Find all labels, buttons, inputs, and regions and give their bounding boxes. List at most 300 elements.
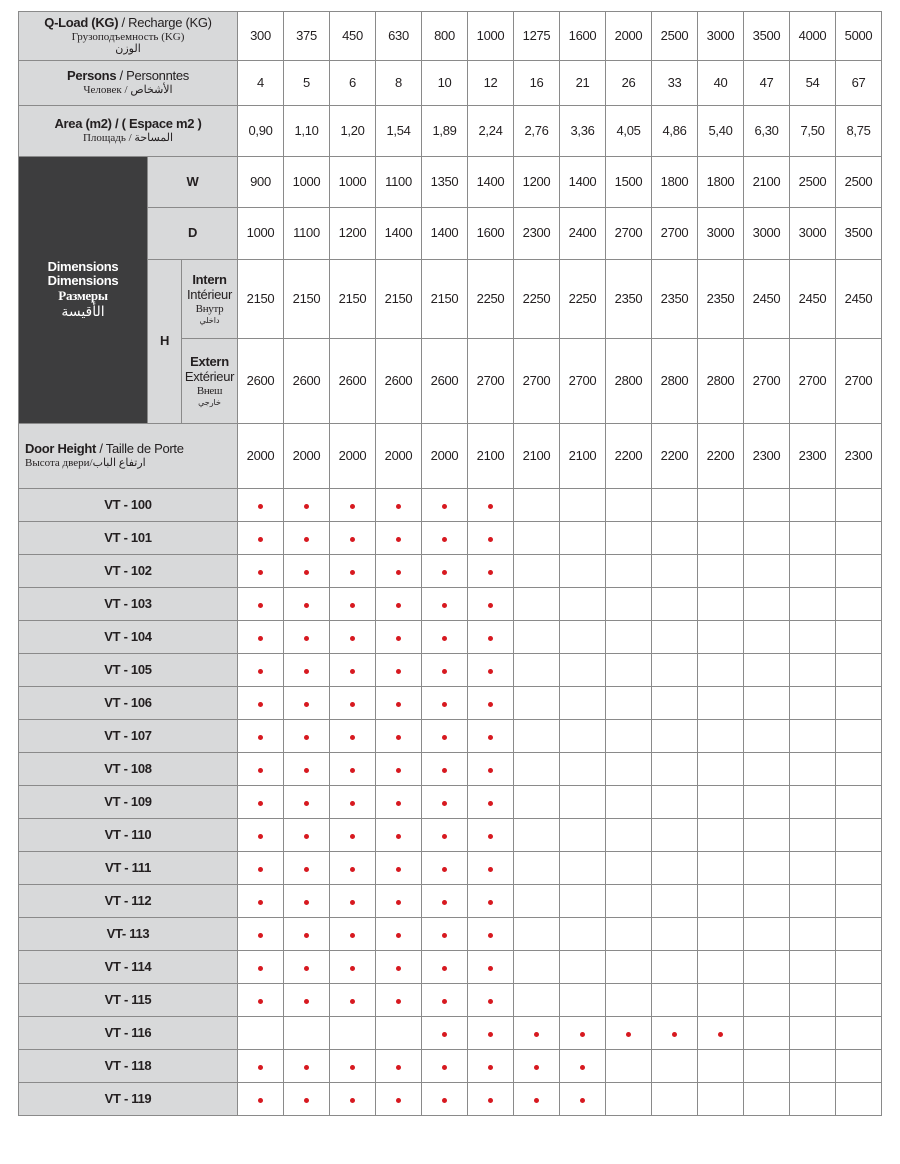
availability-dot-icon bbox=[442, 867, 447, 872]
availability-cell bbox=[744, 1050, 790, 1083]
availability-dot-icon bbox=[580, 1032, 585, 1037]
height-intern-value: 2150 bbox=[284, 260, 330, 339]
area-value: 3,36 bbox=[560, 106, 606, 157]
availability-dot-icon bbox=[304, 801, 309, 806]
availability-cell bbox=[238, 654, 284, 687]
availability-cell bbox=[790, 885, 836, 918]
availability-cell bbox=[698, 885, 744, 918]
availability-cell bbox=[790, 819, 836, 852]
availability-cell bbox=[468, 720, 514, 753]
availability-cell bbox=[744, 654, 790, 687]
availability-cell bbox=[422, 555, 468, 588]
availability-cell bbox=[836, 819, 882, 852]
availability-cell bbox=[652, 918, 698, 951]
availability-cell bbox=[238, 720, 284, 753]
model-row bbox=[19, 489, 882, 522]
availability-cell bbox=[422, 1017, 468, 1050]
availability-cell bbox=[422, 1050, 468, 1083]
persons-row bbox=[19, 61, 882, 106]
availability-cell bbox=[790, 720, 836, 753]
model-name: VT - 102 bbox=[19, 555, 238, 588]
availability-cell bbox=[238, 951, 284, 984]
availability-cell bbox=[836, 588, 882, 621]
area-value: 1,54 bbox=[376, 106, 422, 157]
availability-cell bbox=[560, 522, 606, 555]
depth-value: 1400 bbox=[376, 208, 422, 260]
availability-cell bbox=[330, 588, 376, 621]
availability-dot-icon bbox=[396, 735, 401, 740]
availability-cell bbox=[790, 1017, 836, 1050]
persons-value: 26 bbox=[606, 61, 652, 106]
model-name: VT - 108 bbox=[19, 753, 238, 786]
model-name: VT - 103 bbox=[19, 588, 238, 621]
availability-cell bbox=[790, 687, 836, 720]
availability-cell bbox=[238, 687, 284, 720]
availability-cell bbox=[284, 687, 330, 720]
availability-cell bbox=[330, 951, 376, 984]
availability-cell bbox=[652, 753, 698, 786]
depth-value: 1100 bbox=[284, 208, 330, 260]
availability-cell bbox=[698, 984, 744, 1017]
availability-cell bbox=[376, 687, 422, 720]
door-height-header bbox=[19, 424, 238, 489]
availability-cell bbox=[744, 852, 790, 885]
height-extern-value: 2600 bbox=[422, 339, 468, 424]
height-intern-value: 2350 bbox=[606, 260, 652, 339]
availability-cell bbox=[422, 951, 468, 984]
intern-label-fr: Intérieur bbox=[187, 287, 232, 303]
availability-dot-icon bbox=[488, 1032, 493, 1037]
persons-value: 21 bbox=[560, 61, 606, 106]
availability-cell bbox=[284, 1017, 330, 1050]
availability-cell bbox=[606, 852, 652, 885]
model-name: VT- 113 bbox=[19, 918, 238, 951]
availability-cell bbox=[606, 885, 652, 918]
availability-dot-icon bbox=[350, 801, 355, 806]
availability-cell bbox=[698, 555, 744, 588]
width-value: 1400 bbox=[468, 157, 514, 208]
model-row bbox=[19, 786, 882, 819]
availability-cell bbox=[238, 1017, 284, 1050]
area-header-ru: Площадь / المساحة bbox=[82, 132, 174, 145]
availability-cell bbox=[606, 654, 652, 687]
availability-cell bbox=[744, 753, 790, 786]
availability-cell bbox=[238, 786, 284, 819]
model-row bbox=[19, 654, 882, 687]
availability-cell bbox=[422, 852, 468, 885]
availability-dot-icon bbox=[350, 570, 355, 575]
availability-dot-icon bbox=[258, 834, 263, 839]
availability-dot-icon bbox=[350, 537, 355, 542]
height-extern-value: 2700 bbox=[514, 339, 560, 424]
availability-dot-icon bbox=[626, 1032, 631, 1037]
availability-cell bbox=[698, 786, 744, 819]
door-height-value: 2200 bbox=[652, 424, 698, 489]
availability-dot-icon bbox=[258, 669, 263, 674]
model-name: VT - 111 bbox=[19, 852, 238, 885]
model-name: VT - 101 bbox=[19, 522, 238, 555]
dimensions-label-ru: Размеры bbox=[58, 288, 108, 304]
availability-cell bbox=[836, 555, 882, 588]
availability-cell bbox=[376, 951, 422, 984]
height-intern-value: 2150 bbox=[376, 260, 422, 339]
availability-cell bbox=[238, 489, 284, 522]
capacity-row bbox=[19, 12, 882, 61]
availability-dot-icon bbox=[442, 834, 447, 839]
availability-cell bbox=[744, 984, 790, 1017]
availability-cell bbox=[238, 522, 284, 555]
persons-value: 54 bbox=[790, 61, 836, 106]
dimensions-label-en: Dimensions bbox=[47, 258, 119, 274]
availability-cell bbox=[422, 489, 468, 522]
availability-cell bbox=[698, 654, 744, 687]
availability-dot-icon bbox=[350, 603, 355, 608]
availability-cell bbox=[514, 588, 560, 621]
availability-dot-icon bbox=[350, 735, 355, 740]
availability-cell bbox=[330, 1083, 376, 1116]
availability-cell bbox=[698, 951, 744, 984]
availability-cell bbox=[284, 588, 330, 621]
capacity-value: 1275 bbox=[514, 12, 560, 61]
availability-cell bbox=[698, 1083, 744, 1116]
dimensions-label bbox=[19, 157, 148, 424]
availability-cell bbox=[790, 984, 836, 1017]
availability-cell bbox=[284, 918, 330, 951]
availability-cell bbox=[790, 852, 836, 885]
height-intern-value: 2450 bbox=[836, 260, 882, 339]
availability-cell bbox=[652, 885, 698, 918]
height-extern-value: 2700 bbox=[468, 339, 514, 424]
availability-cell bbox=[514, 1083, 560, 1116]
availability-cell bbox=[560, 720, 606, 753]
availability-cell bbox=[606, 687, 652, 720]
depth-value: 3500 bbox=[836, 208, 882, 260]
persons-value: 33 bbox=[652, 61, 698, 106]
model-row bbox=[19, 588, 882, 621]
availability-cell bbox=[238, 753, 284, 786]
model-name: VT - 112 bbox=[19, 885, 238, 918]
availability-cell bbox=[652, 786, 698, 819]
model-name: VT - 118 bbox=[19, 1050, 238, 1083]
extern-label-ar: خارجي bbox=[198, 397, 221, 407]
availability-cell bbox=[330, 885, 376, 918]
door-height-value: 2300 bbox=[744, 424, 790, 489]
availability-cell bbox=[376, 1050, 422, 1083]
availability-cell bbox=[514, 1050, 560, 1083]
area-value: 6,30 bbox=[744, 106, 790, 157]
depth-value: 3000 bbox=[744, 208, 790, 260]
availability-cell bbox=[652, 489, 698, 522]
availability-dot-icon bbox=[304, 834, 309, 839]
area-value: 8,75 bbox=[836, 106, 882, 157]
availability-cell bbox=[560, 1017, 606, 1050]
persons-value: 6 bbox=[330, 61, 376, 106]
capacity-value: 2500 bbox=[652, 12, 698, 61]
availability-dot-icon bbox=[258, 768, 263, 773]
depth-value: 2400 bbox=[560, 208, 606, 260]
availability-cell bbox=[652, 588, 698, 621]
availability-cell bbox=[652, 687, 698, 720]
availability-cell bbox=[376, 654, 422, 687]
persons-value: 12 bbox=[468, 61, 514, 106]
capacity-value: 375 bbox=[284, 12, 330, 61]
availability-dot-icon bbox=[442, 669, 447, 674]
availability-cell bbox=[514, 489, 560, 522]
availability-dot-icon bbox=[350, 636, 355, 641]
availability-cell bbox=[238, 588, 284, 621]
availability-cell bbox=[514, 654, 560, 687]
availability-dot-icon bbox=[396, 1098, 401, 1103]
width-value: 1100 bbox=[376, 157, 422, 208]
persons-value: 8 bbox=[376, 61, 422, 106]
availability-cell bbox=[376, 588, 422, 621]
door-height-value: 2100 bbox=[560, 424, 606, 489]
area-value: 1,10 bbox=[284, 106, 330, 157]
availability-dot-icon bbox=[258, 1065, 263, 1070]
depth-row bbox=[19, 208, 882, 260]
availability-cell bbox=[284, 621, 330, 654]
availability-cell bbox=[744, 588, 790, 621]
capacity-header-bold: Q-Load (KG) bbox=[44, 14, 119, 30]
availability-cell bbox=[790, 654, 836, 687]
availability-dot-icon bbox=[442, 768, 447, 773]
availability-cell bbox=[744, 1083, 790, 1116]
area-value: 1,89 bbox=[422, 106, 468, 157]
availability-cell bbox=[836, 621, 882, 654]
area-header bbox=[19, 106, 238, 157]
availability-cell bbox=[744, 786, 790, 819]
availability-dot-icon bbox=[396, 570, 401, 575]
availability-cell bbox=[422, 588, 468, 621]
height-intern-value: 2250 bbox=[560, 260, 606, 339]
availability-cell bbox=[560, 588, 606, 621]
availability-dot-icon bbox=[304, 636, 309, 641]
availability-cell bbox=[422, 753, 468, 786]
area-value: 0,90 bbox=[238, 106, 284, 157]
availability-cell bbox=[560, 1050, 606, 1083]
availability-cell bbox=[422, 984, 468, 1017]
availability-dot-icon bbox=[442, 1098, 447, 1103]
capacity-header-rest: / Recharge (KG) bbox=[118, 14, 212, 30]
availability-cell bbox=[330, 687, 376, 720]
capacity-value: 1000 bbox=[468, 12, 514, 61]
availability-dot-icon bbox=[304, 537, 309, 542]
depth-value: 3000 bbox=[698, 208, 744, 260]
capacity-header-ar: الوزن bbox=[115, 42, 141, 56]
availability-cell bbox=[422, 522, 468, 555]
availability-cell bbox=[422, 1083, 468, 1116]
availability-dot-icon bbox=[396, 900, 401, 905]
availability-cell bbox=[698, 819, 744, 852]
availability-dot-icon bbox=[488, 636, 493, 641]
extern-label-en: Extern bbox=[190, 354, 229, 370]
availability-dot-icon bbox=[304, 669, 309, 674]
width-label: W bbox=[148, 157, 238, 208]
availability-cell bbox=[606, 621, 652, 654]
intern-label bbox=[182, 260, 238, 339]
availability-cell bbox=[238, 819, 284, 852]
availability-cell bbox=[514, 753, 560, 786]
model-row bbox=[19, 984, 882, 1017]
availability-dot-icon bbox=[488, 1098, 493, 1103]
width-value: 1800 bbox=[652, 157, 698, 208]
availability-dot-icon bbox=[258, 900, 263, 905]
model-name: VT - 105 bbox=[19, 654, 238, 687]
availability-cell bbox=[836, 753, 882, 786]
availability-cell bbox=[422, 918, 468, 951]
availability-cell bbox=[422, 720, 468, 753]
area-value: 2,24 bbox=[468, 106, 514, 157]
model-row bbox=[19, 720, 882, 753]
door-header-rest: / Taille de Porte bbox=[96, 441, 184, 457]
door-header-ru: Высота двери/ارتفاع الباب bbox=[25, 457, 146, 470]
availability-cell bbox=[330, 753, 376, 786]
availability-cell bbox=[560, 819, 606, 852]
availability-dot-icon bbox=[304, 768, 309, 773]
persons-header-bold: Persons bbox=[67, 68, 117, 84]
availability-dot-icon bbox=[350, 669, 355, 674]
availability-cell bbox=[468, 489, 514, 522]
availability-cell bbox=[330, 852, 376, 885]
availability-cell bbox=[330, 786, 376, 819]
capacity-value: 630 bbox=[376, 12, 422, 61]
availability-dot-icon bbox=[488, 966, 493, 971]
availability-dot-icon bbox=[350, 966, 355, 971]
availability-cell bbox=[514, 852, 560, 885]
availability-cell bbox=[376, 621, 422, 654]
availability-dot-icon bbox=[488, 999, 493, 1004]
height-label: H bbox=[148, 260, 182, 424]
availability-cell bbox=[284, 522, 330, 555]
availability-dot-icon bbox=[258, 537, 263, 542]
model-row bbox=[19, 951, 882, 984]
height-intern-value: 2350 bbox=[698, 260, 744, 339]
availability-cell bbox=[744, 918, 790, 951]
dimensions-label-ar: الأقيسة bbox=[61, 304, 105, 321]
model-name: VT - 106 bbox=[19, 687, 238, 720]
availability-cell bbox=[468, 984, 514, 1017]
availability-cell bbox=[376, 522, 422, 555]
availability-dot-icon bbox=[442, 900, 447, 905]
availability-cell bbox=[468, 885, 514, 918]
availability-cell bbox=[514, 951, 560, 984]
availability-dot-icon bbox=[396, 801, 401, 806]
availability-dot-icon bbox=[350, 999, 355, 1004]
persons-value: 40 bbox=[698, 61, 744, 106]
height-intern-value: 2250 bbox=[514, 260, 560, 339]
availability-dot-icon bbox=[396, 603, 401, 608]
availability-cell bbox=[836, 489, 882, 522]
availability-cell bbox=[698, 489, 744, 522]
availability-dot-icon bbox=[258, 603, 263, 608]
availability-cell bbox=[744, 1017, 790, 1050]
height-extern-value: 2600 bbox=[330, 339, 376, 424]
availability-cell bbox=[560, 654, 606, 687]
height-intern-value: 2150 bbox=[238, 260, 284, 339]
availability-cell bbox=[698, 621, 744, 654]
availability-dot-icon bbox=[396, 834, 401, 839]
availability-dot-icon bbox=[580, 1065, 585, 1070]
availability-cell bbox=[606, 555, 652, 588]
availability-dot-icon bbox=[442, 1065, 447, 1070]
availability-cell bbox=[422, 687, 468, 720]
depth-value: 1200 bbox=[330, 208, 376, 260]
height-intern-value: 2150 bbox=[422, 260, 468, 339]
area-value: 2,76 bbox=[514, 106, 560, 157]
availability-dot-icon bbox=[488, 834, 493, 839]
availability-cell bbox=[376, 489, 422, 522]
availability-cell bbox=[376, 1017, 422, 1050]
availability-dot-icon bbox=[396, 669, 401, 674]
availability-dot-icon bbox=[304, 999, 309, 1004]
availability-dot-icon bbox=[258, 636, 263, 641]
availability-cell bbox=[790, 555, 836, 588]
availability-cell bbox=[652, 1017, 698, 1050]
availability-cell bbox=[514, 720, 560, 753]
availability-cell bbox=[836, 654, 882, 687]
availability-dot-icon bbox=[442, 636, 447, 641]
width-row bbox=[19, 157, 882, 208]
availability-cell bbox=[238, 621, 284, 654]
model-name: VT - 104 bbox=[19, 621, 238, 654]
capacity-value: 450 bbox=[330, 12, 376, 61]
height-extern-value: 2800 bbox=[606, 339, 652, 424]
depth-value: 2700 bbox=[652, 208, 698, 260]
availability-cell bbox=[330, 654, 376, 687]
availability-cell bbox=[422, 819, 468, 852]
availability-cell bbox=[744, 489, 790, 522]
availability-dot-icon bbox=[396, 636, 401, 641]
availability-cell bbox=[468, 951, 514, 984]
availability-cell bbox=[514, 918, 560, 951]
model-name: VT - 110 bbox=[19, 819, 238, 852]
persons-value: 4 bbox=[238, 61, 284, 106]
width-value: 900 bbox=[238, 157, 284, 208]
persons-header-ru: Человек / الأشخاص bbox=[83, 84, 173, 97]
model-row bbox=[19, 753, 882, 786]
availability-dot-icon bbox=[442, 702, 447, 707]
availability-dot-icon bbox=[442, 1032, 447, 1037]
availability-cell bbox=[238, 852, 284, 885]
availability-cell bbox=[330, 621, 376, 654]
availability-cell bbox=[652, 555, 698, 588]
availability-cell bbox=[836, 720, 882, 753]
availability-cell bbox=[606, 588, 652, 621]
availability-dot-icon bbox=[350, 1098, 355, 1103]
height-intern-value: 2450 bbox=[790, 260, 836, 339]
availability-cell bbox=[330, 918, 376, 951]
availability-cell bbox=[422, 621, 468, 654]
availability-dot-icon bbox=[442, 801, 447, 806]
availability-dot-icon bbox=[258, 504, 263, 509]
door-height-value: 2100 bbox=[514, 424, 560, 489]
availability-cell bbox=[836, 918, 882, 951]
door-header-bold: Door Height bbox=[25, 441, 97, 457]
model-row bbox=[19, 687, 882, 720]
width-value: 2500 bbox=[836, 157, 882, 208]
availability-cell bbox=[238, 984, 284, 1017]
door-height-value: 2100 bbox=[468, 424, 514, 489]
persons-value: 5 bbox=[284, 61, 330, 106]
height-intern-value: 2150 bbox=[330, 260, 376, 339]
area-header-line1: Area (m2) / ( Espace m2 ) bbox=[54, 116, 202, 132]
availability-dot-icon bbox=[258, 1098, 263, 1103]
door-height-value: 2000 bbox=[422, 424, 468, 489]
availability-dot-icon bbox=[534, 1032, 539, 1037]
availability-dot-icon bbox=[258, 966, 263, 971]
availability-cell bbox=[836, 852, 882, 885]
availability-cell bbox=[422, 654, 468, 687]
